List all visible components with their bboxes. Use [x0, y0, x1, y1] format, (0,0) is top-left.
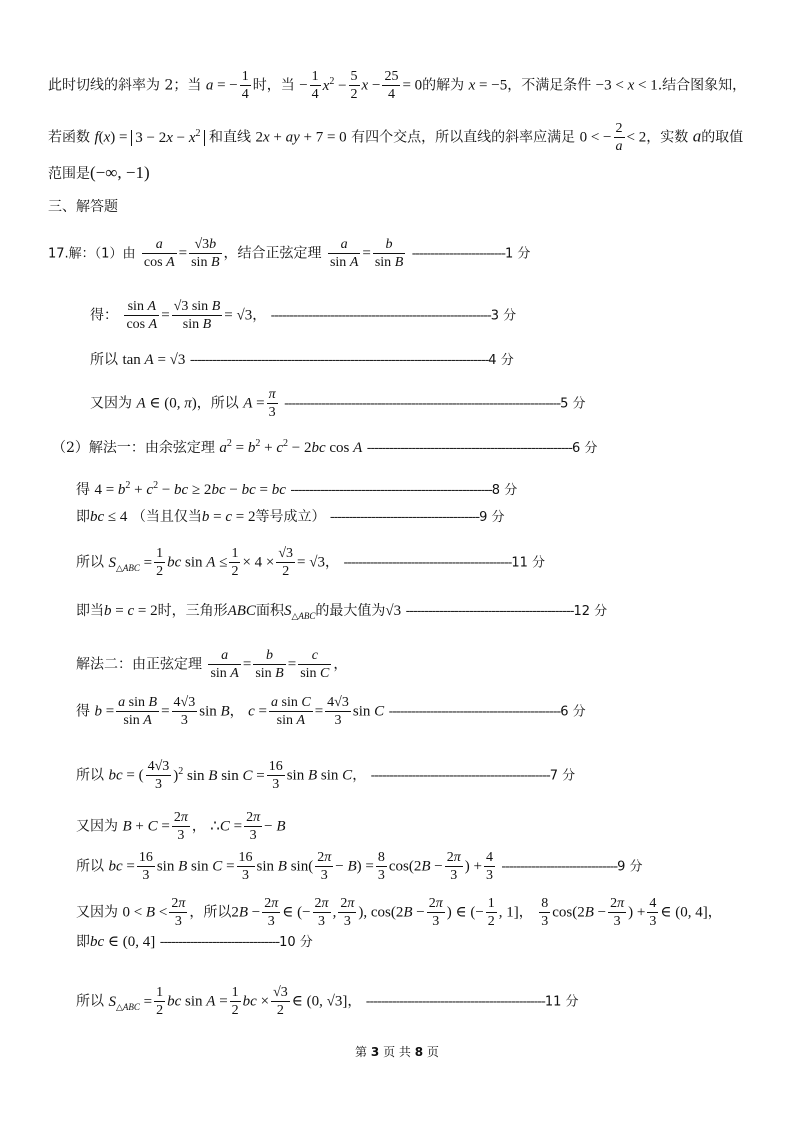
q17-part2-step-1: （2）解法一：由余弦定理 $a^2 = b^2 + c^2 - 2bc$ cos A -------------------------------------------------------6 分	[52, 438, 598, 456]
text: 得：	[90, 307, 118, 324]
text: 时，当	[252, 77, 295, 94]
text: 范围是	[48, 166, 90, 182]
text: 解法二：由正弦定理	[76, 656, 202, 673]
text: 得	[76, 703, 90, 720]
q17-step-4: 又因为 A ∈ (0, π)，所以 A = $\frac{\pi}{3}$ --------------------------------------------------------------------------5 分	[90, 387, 586, 420]
text: 三、解答题	[48, 199, 118, 215]
text: 和直线	[209, 129, 251, 146]
score: 9 分	[479, 510, 505, 525]
score: 6 分	[560, 704, 586, 720]
text: 所以	[210, 395, 239, 412]
score: 4 分	[488, 353, 514, 368]
text: 即	[76, 509, 90, 525]
q17-part2-step-2: 得 $4 = b^2 + c^2$ − bc ≥ 2bc − bc = bc ------------------------------------------------------8 分	[76, 480, 518, 498]
text: ，结合正弦定理	[223, 245, 322, 262]
text: 又因为	[76, 818, 118, 835]
q17-part2-step-3: 即bc ≤ 4 （当且仅当b = c = 2等号成立） ----------------------------------------9 分	[76, 509, 505, 525]
text: 所以	[90, 352, 118, 368]
text: 页 共	[383, 1045, 411, 1059]
text: 的取值	[701, 129, 744, 146]
text: 若函数	[48, 129, 90, 146]
text: 即当	[76, 603, 104, 619]
q17-method2-step-7: 即bc ∈ (0, 4] --------------------------------10 分	[76, 934, 313, 950]
text: 得	[76, 482, 90, 498]
q17-method2-step-2: 得 b = $\frac{\text{a sin B}}{\text{sin A}}$ = $\frac{4√3}{3}$ sin B， c = $\frac{\text{a sin C}}{\text{sin A}}$ = $\frac{4√3}{3}$ sin C ----------------------------------------------6 分	[76, 695, 586, 728]
q17-method2-step-4: 又因为 B + C = $\frac{2\pi}{3}$ ， ∴C = $\frac{2\pi}{3}$ − B	[76, 810, 286, 843]
score: 3 分	[490, 308, 517, 324]
text: 时，三角形	[157, 603, 228, 619]
text: 面积	[255, 603, 284, 619]
q17-part2-step-4: 所以 $S_{\triangle ABC}$ = $\frac{1}{2}$ bc sin A ≤ $\frac{1}{2}$ × 4 × $\frac{√3}{2}$ = √3， ---------------------------------------------11 分	[76, 546, 546, 579]
text: .结合图象知，	[657, 77, 747, 94]
text: 所以	[76, 858, 104, 875]
page-number: 3	[370, 1045, 380, 1059]
score: 9 分	[617, 859, 643, 875]
score: 12 分	[573, 604, 608, 619]
text: （2）解法一：由余弦定理	[52, 440, 215, 456]
text: 即	[76, 934, 90, 950]
text: 又因为	[90, 395, 132, 412]
text: 页	[426, 1045, 439, 1059]
score: 8 分	[491, 483, 518, 498]
text: 的最大值为	[315, 603, 386, 619]
q17-method2-step-8: 所以 $S_{\triangle ABC}$ = $\frac{1}{2}$ bc sin A = $\frac{1}{2}$ bc × $\frac{√3}{2}$ ∈ (0, √3]， ------------------------------------------------11 分	[76, 985, 579, 1018]
section-title	[48, 197, 118, 217]
page-footer	[0, 1043, 794, 1060]
text: ，不满足条件	[507, 77, 592, 94]
q17-method2-step-1: 解法二：由正弦定理 $\frac{a}{\text{sin A}}$ = $\frac{b}{\text{sin B}}$ = $\frac{c}{\text{sin C}}$ ，	[76, 648, 348, 681]
text: 所以	[76, 554, 104, 571]
q17-part2-step-5: 即当b = c = 2时，三角形ABC面积$S_{\triangle ABC}$的最大值为√3 ---------------------------------------------12 分	[76, 603, 608, 621]
text: ∴	[210, 818, 220, 835]
score: 10 分	[279, 935, 313, 950]
text: ，实数	[646, 129, 689, 146]
score: 7 分	[549, 768, 576, 784]
score: 6 分	[571, 441, 598, 456]
solution-intro-line-3: 范围是(−∞, −1)	[48, 163, 150, 182]
q17-step-1: 17.解：（1）由 $\frac{a}{\text{cos A}}$ = $\frac{√3b}{\text{sin B}}$ ，结合正弦定理 $\frac{a}{\text{sin A}}$ = $\frac{b}{\text{sin B}}$ -------------------------1 分	[48, 237, 531, 270]
text: 的解为	[422, 77, 465, 94]
score: 11 分	[511, 555, 546, 571]
text: 17.解：（1）由	[48, 246, 136, 262]
text: 第	[355, 1045, 368, 1059]
score: 1 分	[504, 246, 531, 262]
text: 此时切线的斜率为 2；当	[48, 77, 202, 94]
text: 有四个交点，所以直线的斜率应满足	[351, 129, 576, 146]
text: 等号成立）	[255, 509, 326, 525]
score: 5 分	[560, 396, 586, 412]
q17-method2-step-5: 所以 bc = $\frac{16}{3}$ sin B sin C = $\frac{16}{3}$ sin B sin( $\frac{2\pi}{3}$ − B) = $\frac{8}{3}$ cos(2B − $\frac{2\pi}{3}$ ) + $\frac{4}{3}$ -------------------------------9 分	[76, 850, 643, 883]
q17-step-2: 得： $\frac{\text{sin A}}{\text{cos A}}$ = $\frac{\text{√3 sin B}}{\text{sin B}}$ = √3， -----------------------------------------------------------3 分	[90, 299, 517, 332]
text: 所以	[76, 993, 104, 1010]
text: 所以	[203, 904, 232, 921]
text: 又因为	[76, 904, 118, 921]
solution-intro-line-1: 此时切线的斜率为 2；当 a = − $\frac{1}{4}$ 时，当 − $\frac{1}{4}$ $x^2$ − $\frac{5}{2}$ x − $\frac{25}{4}$ = 0的解为 x = −5，不满足条件 −3 < x < 1.结合图象知，	[48, 69, 747, 102]
text: 所以	[76, 767, 104, 784]
q17-step-3: 所以 tan A = √3 --------------------------------------------------------------------------------4 分	[90, 352, 514, 368]
score: 11 分	[544, 994, 579, 1010]
solution-intro-line-2: 若函数 $f(x) = 3 - 2x - x^2$ 和直线 2x + ay + 7 = 0 有四个交点，所以直线的斜率应满足 0 < − $\frac{2}{a}$ < 2，实数 a的取值	[48, 121, 744, 154]
page-total: 8	[414, 1045, 424, 1059]
q17-method2-step-3: 所以 bc = ( $\frac{4√3}{3}$ )$^2$ sin B sin C = $\frac{16}{3}$ sin B sin C， ------------------------------------------------7 分	[76, 759, 576, 792]
q17-method2-step-6: 又因为 0 < B < $\frac{2\pi}{3}$ ，所以2B − $\frac{2\pi}{3}$ ∈ (− $\frac{2\pi}{3}$ , $\frac{2\pi}{3}$ ), cos(2B − $\frac{2\pi}{3}$ ) ∈ (− $\frac{1}{2}$ , 1]， $\frac{8}{3}$ cos(2B − $\frac{2\pi}{3}$ ) + $\frac{4}{3}$ ∈ (0, 4]，	[76, 896, 722, 929]
text: （当且仅当	[131, 509, 202, 525]
